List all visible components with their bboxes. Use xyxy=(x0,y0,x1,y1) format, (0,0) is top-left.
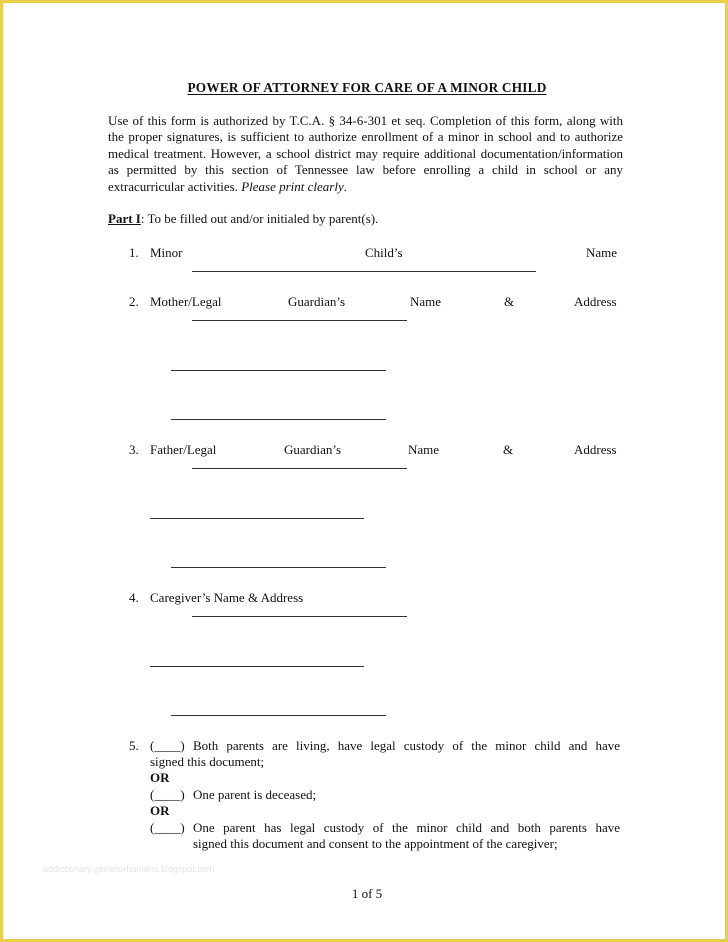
minor-name-field[interactable] xyxy=(192,271,536,272)
father-address-line-2[interactable] xyxy=(171,567,386,568)
mother-name-field[interactable] xyxy=(192,320,407,321)
caregiver-address-line-2[interactable] xyxy=(171,715,386,716)
or-separator-1: OR xyxy=(150,770,170,785)
intro-emphasis: Please print clearly xyxy=(241,178,344,194)
option-3-initial-blank[interactable]: (____) xyxy=(150,820,185,835)
option-2-text: One parent is deceased; xyxy=(193,787,317,802)
item-2-word-address: Address xyxy=(574,294,617,309)
item-2-word-guardian: Guardian’s xyxy=(288,294,346,309)
item-4-label: Caregiver’s Name & Address xyxy=(150,590,304,605)
father-address-line-1[interactable] xyxy=(150,518,364,519)
part-1-text: : To be filled out and/or initialed by parent(s). xyxy=(140,211,379,226)
item-3-word-address: Address xyxy=(574,442,617,457)
item-3-word-father: Father/Legal xyxy=(150,442,217,457)
mother-address-line-1[interactable] xyxy=(171,370,386,371)
option-3-text-line-1: One parent has legal custody of the minor child and both parents have xyxy=(193,820,620,835)
item-5-number: 5. xyxy=(129,738,139,753)
watermark: addictionary.gameforhumans.blogspot.com xyxy=(43,864,215,874)
item-1-word-child: Child’s xyxy=(365,245,403,260)
option-1-text-line-2: signed this document; xyxy=(150,754,265,769)
item-1-number: 1. xyxy=(129,245,139,260)
option-1-initial-blank[interactable]: (____) xyxy=(150,738,185,753)
intro-paragraph: Use of this form is authorized by T.C.A. § 34-6-301 et seq. Completion of this form, along with the proper signatures, is sufficient to authorize enrollment of a minor in school and to authorize medical treatment. However, a school district may require additional documentation/information as permitted by this section of Tennessee law before enrolling a child in school or any extracurricular activities. Please print clearly. xyxy=(108,113,623,194)
item-2-word-mother: Mother/Legal xyxy=(150,294,222,309)
part-1-label: Part I xyxy=(108,211,141,226)
item-3-word-guardian: Guardian’s xyxy=(284,442,342,457)
option-1-text-line-1: Both parents are living, have legal custody of the minor child and have xyxy=(193,738,620,753)
item-1-word-minor: Minor xyxy=(150,245,183,260)
item-4-number: 4. xyxy=(129,590,139,605)
page-number: 1 of 5 xyxy=(351,886,383,901)
option-3-text-line-2: signed this document and consent to the appointment of the caregiver; xyxy=(193,836,558,851)
item-1-word-name: Name xyxy=(586,245,618,260)
document-page xyxy=(3,3,725,939)
item-2-word-amp: & xyxy=(504,294,515,309)
option-2-initial-blank[interactable]: (____) xyxy=(150,787,185,802)
document-title: POWER OF ATTORNEY FOR CARE OF A MINOR CHILD xyxy=(187,80,547,95)
caregiver-address-line-1[interactable] xyxy=(150,666,364,667)
or-separator-2: OR xyxy=(150,803,170,818)
father-name-field[interactable] xyxy=(192,468,407,469)
intro-text: Use of this form is authorized by T.C.A. § 34-6-301 et seq. Completion of this form, along with the proper signatures, is sufficient to authorize enrollment of a minor in school and to authorize medical treatment. However, a school district may require additional documentation/information as permitted by this section of Tennessee law before enrolling a child in school or any extracurricular activities. xyxy=(108,113,623,194)
item-3-number: 3. xyxy=(129,442,139,457)
item-2-word-name: Name xyxy=(410,294,442,309)
part-1-heading xyxy=(108,211,378,227)
item-3-word-amp: & xyxy=(503,442,514,457)
caregiver-name-field[interactable] xyxy=(192,616,407,617)
item-3-word-name: Name xyxy=(408,442,440,457)
item-2-number: 2. xyxy=(129,294,139,309)
mother-address-line-2[interactable] xyxy=(171,419,386,420)
